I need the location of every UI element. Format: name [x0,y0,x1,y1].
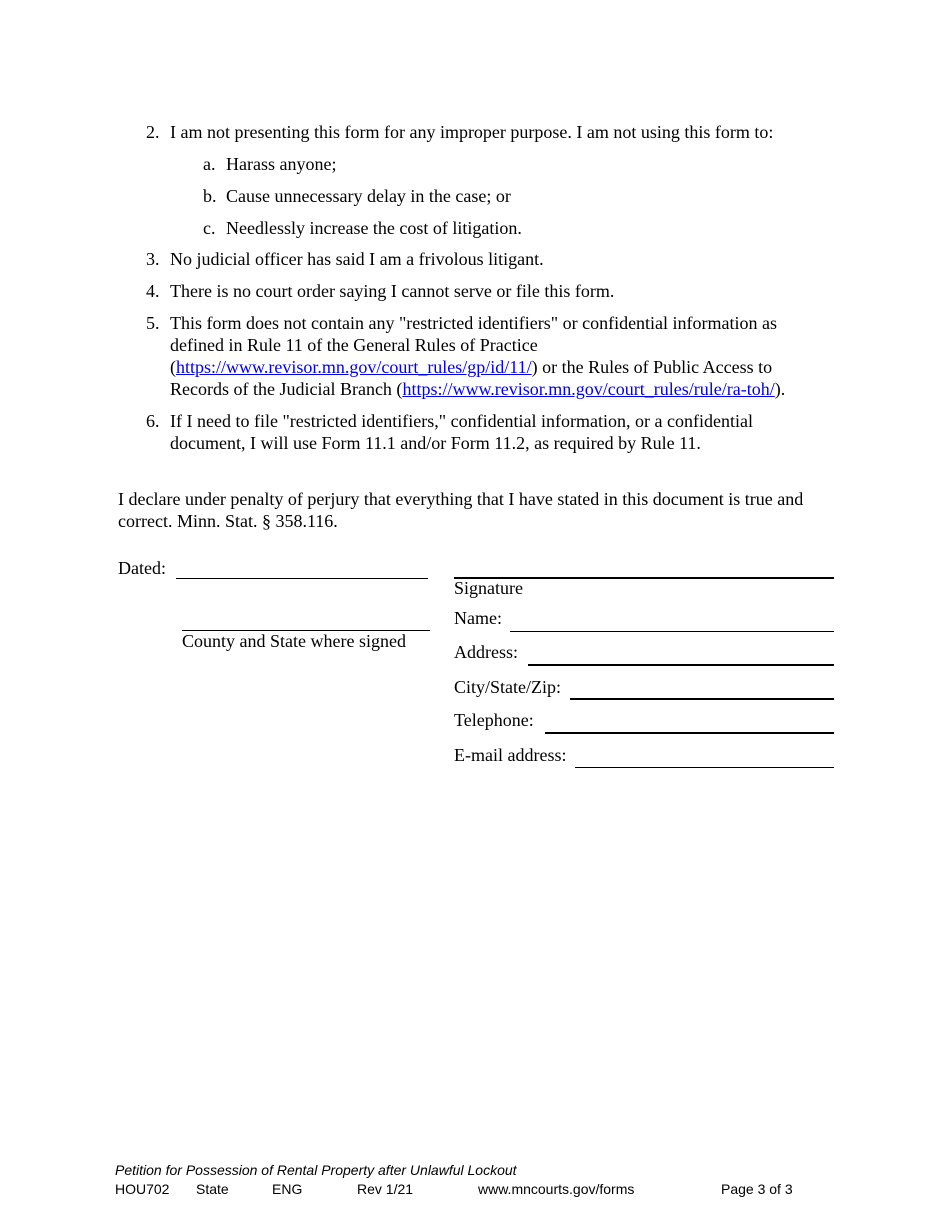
telephone-label: Telephone: [454,710,534,730]
item-number: 4. [146,281,160,301]
forms-website: www.mncourts.gov/forms [478,1181,635,1197]
item-text: There is no court order saying I cannot serve or file this form. [170,281,615,301]
county-state-label: County and State where signed [182,631,406,651]
sub-item-text: Harass anyone; [226,154,337,174]
address-line[interactable] [528,664,834,666]
page-number: Page 3 of 3 [721,1181,793,1197]
signature-label: Signature [454,578,523,598]
item-number: 3. [146,249,160,269]
item-text: I am not presenting this form for any improper purpose. I am not using this form to: [170,122,774,142]
item-number: 6. [146,411,160,431]
sub-item-text: Cause unnecessary delay in the case; or [226,186,511,206]
list-item-6 [146,410,826,454]
item-text-part: ) or the Rules of Public Access to Records of the Judicial Branch ( [170,357,773,399]
email-label: E-mail address: [454,745,567,765]
form-title: Petition for Possession of Rental Property after Unlawful Lockout [115,1162,517,1178]
item-number: 2. [146,122,160,142]
list-item-2 [146,121,826,143]
list-item-4 [146,280,826,302]
sub-item-text: Needlessly increase the cost of litigation. [226,218,522,238]
item-number: 5. [146,313,160,333]
public-access-rules-link[interactable]: https://www.revisor.mn.gov/court_rules/rule/ra-toh/ [402,379,775,399]
dated-label: Dated: [118,558,166,578]
email-line[interactable] [575,767,834,768]
item-text-part: ). [774,379,786,399]
item-text: If I need to file "restricted identifiers," confidential information, or a confidential document, I will use Form 11.1 and/or Form 11.2, as required by Rule 11. [170,411,753,453]
telephone-line[interactable] [545,732,834,734]
perjury-declaration: I declare under penalty of perjury that everything that I have stated in this document is true and correct. Minn. Stat. § 358.116. [118,489,804,531]
dated-line[interactable] [176,578,428,579]
form-language: ENG [272,1181,303,1197]
name-line[interactable] [510,631,834,632]
rule-11-link[interactable]: https://www.revisor.mn.gov/court_rules/gp/id/11/ [176,357,532,377]
sub-item-number: a. [203,154,216,174]
list-item-3 [146,248,826,270]
form-code: HOU702 [115,1181,170,1197]
list-item-5 [146,312,826,400]
item-text-part: This form does not contain any "restricted identifiers" or confidential information as defined in Rule 11 of the General Rules of Practice ( [170,313,778,377]
item-text [170,312,820,400]
sub-item-number: b. [203,186,217,206]
form-revision: Rev 1/21 [357,1181,414,1197]
form-jurisdiction: State [196,1181,229,1197]
item-text: No judicial officer has said I am a frivolous litigant. [170,249,544,269]
name-label: Name: [454,608,502,628]
city-state-zip-line[interactable] [570,698,834,700]
city-state-zip-label: City/State/Zip: [454,677,561,697]
address-label: Address: [454,642,518,662]
sub-item-number: c. [203,218,216,238]
